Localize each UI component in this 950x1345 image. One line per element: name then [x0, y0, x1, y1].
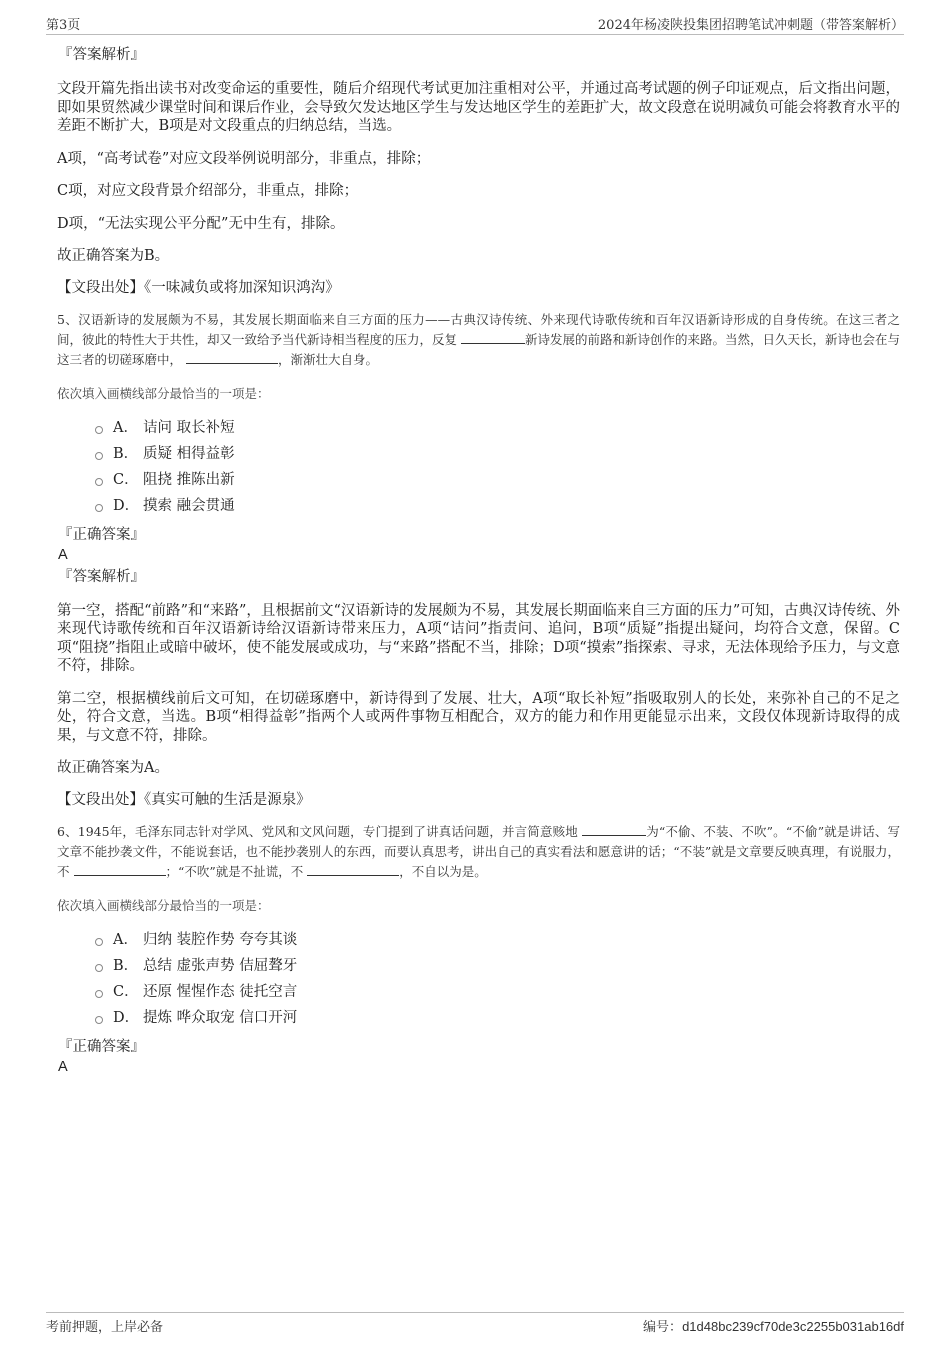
- question-6-text: [57, 822, 900, 882]
- option-d[interactable]: [95, 492, 900, 518]
- option-text: 诘问 取长补短: [143, 420, 235, 436]
- option-text: 摸索 融会贯通: [143, 498, 235, 514]
- option-c[interactable]: [95, 978, 900, 1004]
- option-letter: A．: [113, 932, 138, 948]
- radio-icon[interactable]: [95, 504, 103, 512]
- radio-icon[interactable]: [95, 990, 103, 998]
- answer-blank: [461, 331, 525, 344]
- analysis-paragraph: C项，对应文段背景介绍部分，非重点，排除；: [57, 183, 359, 199]
- conclusion-text: 故正确答案为A。: [57, 760, 169, 776]
- question-text-segment: 5、汉语新诗的发展颇为不易，其发展长期面临来自三方面的压力——古典汉诗传统、外来现代诗歌传统和百年汉语新诗形成的自身传统。在这三者之间，彼此的特性大于共性，却又一致给予当代新诗相当程度的压力，反复: [57, 311, 900, 347]
- radio-icon[interactable]: [95, 452, 103, 460]
- question-text-segment: 新诗发展的前路和新诗创作的来路。当然，日久天长，新诗也会在与这三者的切磋琢磨中，: [57, 331, 901, 367]
- page-header: [46, 14, 904, 35]
- correct-answer-value: A: [58, 546, 68, 563]
- option-letter: D．: [113, 498, 140, 514]
- question-5-text: [57, 310, 900, 370]
- option-letter: B．: [113, 958, 139, 974]
- source-citation: 【文段出处】《一味减负或将加深知识鸿沟》: [57, 279, 340, 296]
- correct-answer-label: 『正确答案』: [58, 1038, 145, 1055]
- page-content: [57, 44, 900, 1076]
- option-a[interactable]: [95, 414, 900, 440]
- analysis-paragraph: 文段开篇先指出读书对改变命运的重要性，随后介绍现代考试更加注重相对公平，并通过高考试题的例子印证观点，后文指出问题，即如果贸然减少课堂时间和课后作业，会导致欠发达地区学生与发达地区学生的差距扩大，故文段意在说明减负可能会将教育水平的差距不断扩大，B项是对文段重点的归纳总结，当选。: [57, 81, 900, 134]
- footer-slogan: 考前押题，上岸必备: [46, 1320, 164, 1335]
- option-letter: C．: [113, 984, 139, 1000]
- analysis-paragraph: 第二空，根据横线前后文可知，在切磋琢磨中，新诗得到了发展、壮大，A项“取长补短”指吸取别人的长处，来弥补自己的不足之处，符合文意，当选。B项“相得益彰”指两个人或两件事物互相配合，双方的能力和作用更能显示出来，文段仅体现新诗取得的成果，与文意不符，排除。: [57, 690, 900, 744]
- answer-blank: [186, 351, 278, 364]
- page-number: 第3页: [46, 18, 81, 33]
- option-text: 归纳 装腔作势 夸夸其谈: [143, 932, 298, 948]
- option-text: 还原 惺惺作态 徒托空言: [143, 984, 298, 1000]
- source-citation: 【文段出处】《真实可触的生活是源泉》: [57, 791, 311, 808]
- option-d[interactable]: [95, 1004, 900, 1030]
- radio-icon[interactable]: [95, 1016, 103, 1024]
- option-c[interactable]: [95, 466, 900, 492]
- option-text: 提炼 哗众取宠 信口开河: [143, 1010, 298, 1026]
- answer-blank: [307, 863, 399, 876]
- radio-icon[interactable]: [95, 426, 103, 434]
- analysis-paragraph: D项，“无法实现公平分配”无中生有，排除。: [57, 215, 345, 232]
- option-a[interactable]: [95, 926, 900, 952]
- question-text-segment: 6、1945年，毛泽东同志针对学风、党风和文风问题，专门提到了讲真话问题，并言简意赅地: [57, 823, 578, 839]
- option-letter: C．: [113, 472, 139, 488]
- question-text-segment: 为“不偷、不装、不吹”。“不偷”就是讲话、写文章不能抄袭文件，不能说套话，也不能抄袭别人的东西，而要认真思考，讲出自己的真实看法和愿意讲的话；“不装”就是文章要反映真理，有说服力，不: [57, 823, 901, 879]
- question-6-options: [95, 926, 900, 1030]
- question-5-options: [95, 414, 900, 518]
- correct-answer-label: 『正确答案』: [58, 526, 145, 543]
- question-text-segment: ，渐渐壮大自身。: [278, 351, 379, 367]
- option-b[interactable]: [95, 952, 900, 978]
- question-instruction: 依次填入画横线部分最恰当的一项是：: [57, 385, 270, 401]
- analysis-label: 『答案解析』: [58, 568, 145, 585]
- radio-icon[interactable]: [95, 964, 103, 972]
- document-code: [643, 1316, 904, 1335]
- option-text: 质疑 相得益彰: [143, 446, 235, 462]
- page-footer: [46, 1312, 904, 1335]
- radio-icon[interactable]: [95, 938, 103, 946]
- conclusion-text: 故正确答案为B。: [57, 248, 170, 264]
- option-text: 总结 虚张声势 佶屈聱牙: [143, 958, 298, 974]
- answer-blank: [582, 823, 646, 836]
- option-b[interactable]: [95, 440, 900, 466]
- analysis-paragraph: A项，“高考试卷”对应文段举例说明部分，非重点，排除；: [57, 150, 431, 167]
- code-value: d1d48bc239cf70de3c2255b031ab16df: [682, 1319, 904, 1334]
- analysis-label: 『答案解析』: [58, 47, 145, 63]
- question-text-segment: ，不自以为是。: [399, 863, 487, 879]
- option-letter: B．: [113, 446, 139, 462]
- document-title: 2024年杨凌陕投集团招聘笔试冲刺题（带答案解析）: [597, 18, 904, 33]
- radio-icon[interactable]: [95, 478, 103, 486]
- correct-answer-value: A: [58, 1058, 68, 1075]
- option-text: 阻挠 推陈出新: [143, 472, 235, 488]
- answer-blank: [74, 863, 166, 876]
- question-text-segment: ；“不吹”就是不扯谎，不: [165, 863, 304, 879]
- analysis-paragraph: 第一空，搭配“前路”和“来路”，且根据前文“汉语新诗的发展颇为不易，其发展长期面临来自三方面的压力”可知，古典汉诗传统、外来现代诗歌传统和百年汉语新诗给汉语新诗带来压力，A项“诘问”指责问、追问，B项“质疑”指提出疑问，均符合文意，保留。C项“阻挠”指阻止或暗中破坏，使不能发展或成功，与“来路”搭配不当，排除；D项“摸索”指探索、寻求，无法体现给予压力，与文意不符，排除。: [57, 602, 900, 674]
- code-label: 编号：: [643, 1320, 683, 1335]
- option-letter: D．: [113, 1010, 140, 1026]
- question-instruction: 依次填入画横线部分最恰当的一项是：: [57, 897, 270, 913]
- option-letter: A．: [113, 420, 138, 436]
